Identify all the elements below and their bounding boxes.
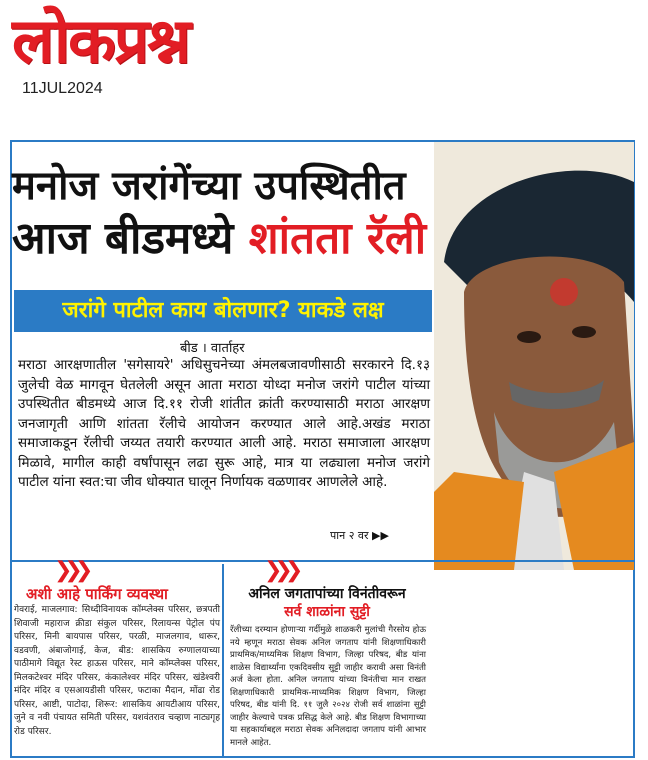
headline-red-part: शांतता रॅली bbox=[248, 213, 427, 264]
article-body: मराठा आरक्षणातील 'सगेसायरे' अधिसुचनेच्या अंमलबजावणीसाठी सरकारने दि.१३ जुलेची वेळ मागवून घेतलेली असून आता मराठा योध्दा मनोज जरांगे पाटील यांच्या उपस्थितीत बीडमध्ये आज दि.११ रोजी शांतीत क्रांती करण्यासाठी मराठा आरक्षण जनजागृती आणि शांतता रॅलीचे आयोजन करण्यात आले आहे.अखंड मराठा समाजाकडून रॅलीची जय्यत तयारी करण्यात आली आहे. मराठा समाजाला आरक्षण मिळावे, मागील काही वर्षांपासून लढा सुरू आहे, मात्र या लढ्याला मनोज जरांगे पाटील यांना स्वत:चा जीव धोक्यात घालून निर्णायक वळणावर आणलेले आहे. bbox=[18, 357, 430, 490]
school-holiday-box bbox=[222, 558, 634, 756]
byline: बीड । वार्ताहर bbox=[180, 341, 245, 356]
person-photo bbox=[434, 142, 634, 570]
section-divider bbox=[10, 560, 635, 562]
masthead bbox=[12, 4, 312, 96]
edition-date: 11JUL2024 bbox=[22, 80, 103, 97]
holiday-title-line1: अनिल जगतापांच्या विनंतीवरून bbox=[248, 586, 406, 602]
parking-title: अशी आहे पार्किंग व्यवस्था bbox=[26, 585, 168, 603]
newspaper-logo: लोकप्रश्न bbox=[12, 4, 189, 77]
headline-line1: मनोज जरांगेंच्या उपस्थितीत bbox=[12, 163, 406, 209]
headline-line2 bbox=[12, 210, 432, 268]
portrait-illustration bbox=[434, 142, 634, 570]
holiday-title-line2: सर्व शाळांना सुट्टी bbox=[284, 604, 370, 620]
continued-on-page: पान २ वर ▶▶ bbox=[330, 529, 389, 542]
subhead: जरांगे पाटील काय बोलणार? याकडे लक्ष bbox=[62, 298, 384, 323]
holiday-body: रॅलीच्या दरम्यान होणाऱ्या गर्दीमुळे शाळकरी मुलांची गैरसोय होऊ नये म्हणून मराठा सेवक अनिल जगताप यांनी शिक्षणाधिकारी प्राथमिक/माध्यमिक शिक्षण विभाग, जिल्हा परिषद, बीड यांना शाळेस विद्यार्थ्यांना एकदिवसीय सुट्टी जाहीर करावी असा विनंती अर्ज केला होता. अनिल जगताप यांच्या विनंतीचा मान राखत शिक्षणाधिकारी प्राथमिक-माध्यमिक शिक्षण विभाग, जिल्हा परिषद, बीड यांनी दि. ११ जुलै २०२४ रोजी सर्व शाळांना सुट्टी जाहीर केल्याचे पत्रक प्रसिद्ध केले आहे. बीड शिक्षण विभागाच्या या सहकार्याबद्दल मराठा सेवक अनिलदादा जगताप यांनी आभार मानले आहेत. bbox=[230, 625, 426, 748]
headline-black-part: आज बीडमध्ये bbox=[12, 213, 234, 264]
parking-box bbox=[14, 558, 220, 756]
chevron-icon: ❯❯❯ bbox=[54, 558, 86, 583]
parking-body: गेवराई, माजलगाव: सिध्दीविनायक कॉम्प्लेक्स परिसर, छत्रपती शिवाजी महाराज क्रीडा संकुल परिसर, रिलायन्स पेट्रोल पंप परिसर, मिनी बायपास परिसर, परळी, माजलगाव, धारूर, वडवणी, अंबाजोगाई, केज, बीड: शासकिय रुग्णालयाच्या पाठीमागे विद्यूत रेस्ट हाऊस परिसर, माने कॉम्प्लेक्स परिसर, मिलकटेश्वर मंदिर परिसर, कंकालेश्वर मंदिर परिसर, खंडेश्वरी मंदिर मंदिर व एसआयडीसी परिसर, फटाका मैदान, मोंढा रोड परिसर, आष्टी, पाटोदा, शिरूर: शासकिय आयटीआय परिसर, जुने व नवी पंचायत समिती परिसर, यशवंतराव चव्हाण नाट्यगृह रोड परिसर. bbox=[14, 605, 220, 737]
chevron-icon: ❯❯❯ bbox=[264, 558, 296, 583]
